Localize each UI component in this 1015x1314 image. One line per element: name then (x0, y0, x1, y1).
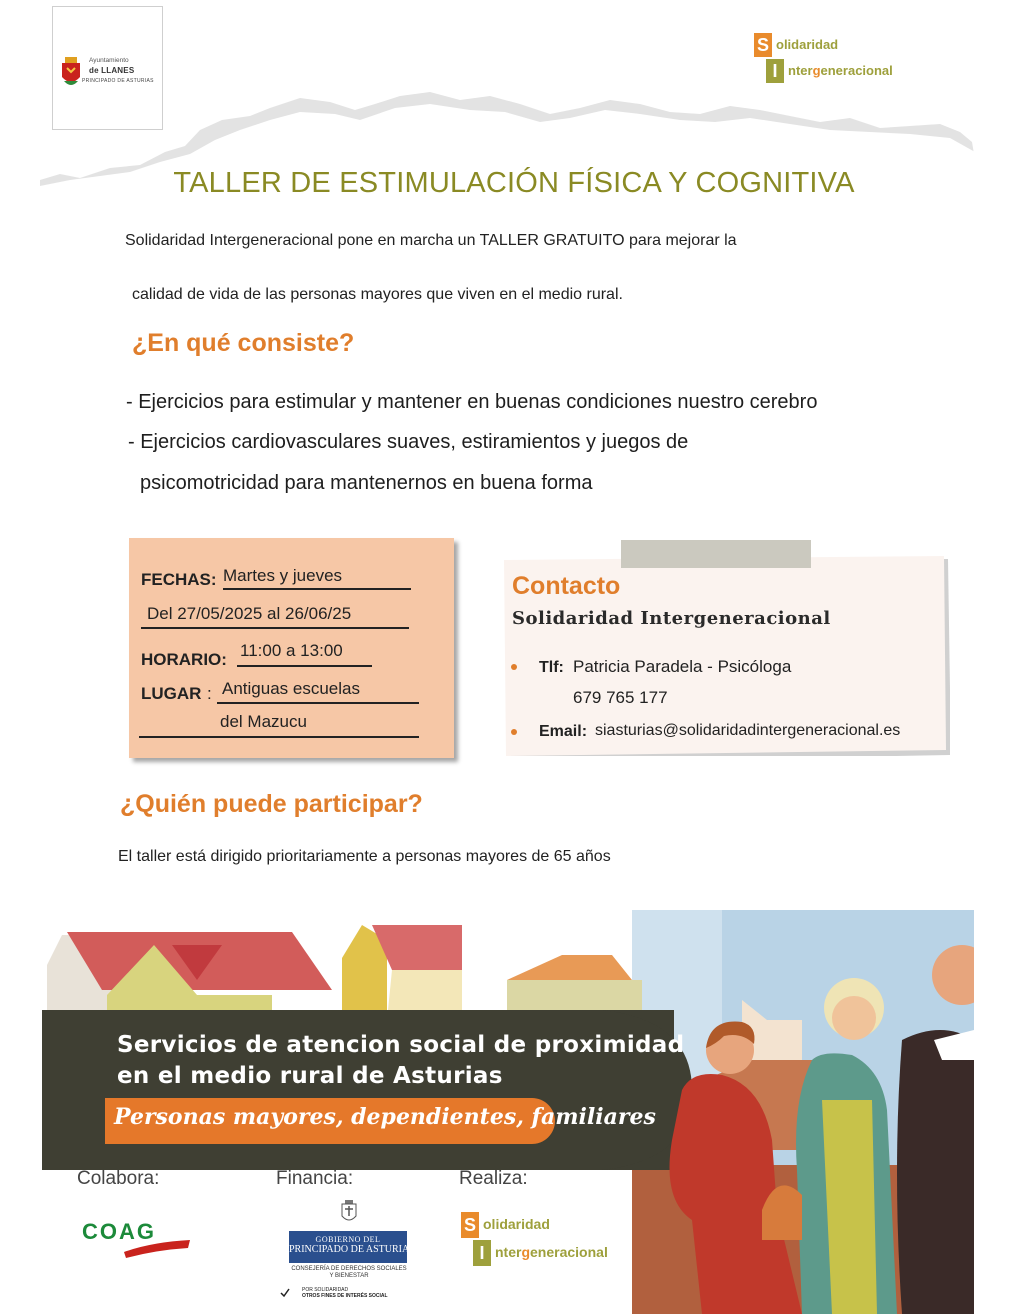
banner-subtitle: Personas mayores, dependientes, familiares (114, 1104, 656, 1130)
page-title: TALLER DE ESTIMULACIÓN FÍSICA Y COGNITIVA (173, 167, 855, 199)
lugar-colon: : (207, 684, 212, 703)
banner-title-line-1: Servicios de atencion social de proximidad (117, 1032, 685, 1058)
bullet-dot (511, 664, 517, 670)
gobierno-asturias-logo (289, 1231, 415, 1263)
si-logo-letter-i: I (766, 59, 784, 83)
contact-card-tape (621, 540, 811, 568)
dates-value: Del 27/05/2025 al 26/06/25 (147, 604, 352, 623)
schedule-card (129, 538, 454, 758)
list-item: - Ejercicios cardiovasculares suaves, estiramientos y juegos de (128, 431, 689, 453)
consejeria-text: CONSEJERÍA DE DERECHOS SOCIALES Y BIENESTAR (291, 1266, 407, 1279)
colabora-label: Colabora: (77, 1168, 160, 1189)
lugar-label: LUGAR (141, 684, 202, 703)
fechas-underline (223, 588, 411, 590)
coag-swoosh-icon (122, 1238, 192, 1258)
lugar-underline-1 (217, 702, 419, 704)
llanes-crest-icon (61, 57, 81, 89)
contact-tlf-label: Tlf: (539, 659, 564, 676)
contact-heading: Contacto (512, 572, 621, 600)
check-icon (280, 1288, 290, 1298)
si-logo-letter-i: I (473, 1240, 491, 1266)
si-logo-letter-s: S (461, 1212, 479, 1238)
llanes-logo-line3: PRINCIPADO DE ASTURIAS (82, 78, 154, 84)
contact-email-label: Email: (539, 723, 588, 740)
solidaridad-logo-footer (461, 1212, 636, 1272)
contact-email-value: siasturias@solidaridadintergeneracional.es (595, 722, 901, 739)
horario-underline (237, 665, 372, 667)
llanes-logo-line2: de LLANES (89, 66, 135, 75)
contact-organization: Solidaridad Intergeneracional (512, 608, 831, 629)
asturias-crest-icon (341, 1200, 357, 1224)
horario-value: 11:00 a 13:00 (240, 641, 343, 660)
si-logo-word2: ntergeneracional (788, 63, 893, 78)
si-logo-word1: olidaridad (483, 1216, 550, 1232)
lugar-underline-2 (139, 736, 419, 738)
llanes-logo-line1: Ayuntamiento (89, 57, 129, 64)
si-logo-word2: ntergeneracional (495, 1244, 608, 1260)
por-solidaridad-line: POR SOLIDARIDAD (302, 1287, 349, 1293)
intro-line-1: Solidaridad Intergeneracional pone en marcha un TALLER GRATUITO para mejorar la (125, 232, 737, 249)
fechas-label: FECHAS: (141, 570, 217, 589)
heading-en-que-consiste: ¿En qué consiste? (132, 329, 355, 357)
fechas-value: Martes y jueves (223, 566, 343, 585)
realiza-label: Realiza: (459, 1168, 528, 1189)
list-item: - Ejercicios para estimular y mantener en buenas condiciones nuestro cerebro (126, 391, 818, 413)
banner-title (117, 1030, 684, 1092)
gobierno-line-1: GOBIERNO DEL (315, 1235, 381, 1244)
list-item-continuation: psicomotricidad para mantenernos en buena forma (140, 472, 593, 494)
heading-quien-puede-participar: ¿Quién puede participar? (120, 790, 423, 818)
coag-logo: COAG (82, 1219, 156, 1244)
lugar-value-1: Antiguas escuelas (222, 679, 360, 698)
lugar-value-2: del Mazucu (220, 712, 307, 731)
services-banner (42, 910, 974, 1314)
solidaridad-logo-header (754, 33, 924, 89)
otros-fines-line: OTROS FINES DE INTERÉS SOCIAL (302, 1293, 388, 1299)
por-solidaridad-text (302, 1287, 388, 1299)
dates-underline (141, 627, 409, 629)
banner-title-line-2: en el medio rural de Asturias (117, 1063, 503, 1089)
horario-label: HORARIO: (141, 650, 227, 669)
financia-label: Financia: (276, 1168, 354, 1189)
intro-line-2: calidad de vida de las personas mayores que viven en el medio rural. (132, 286, 623, 303)
gobierno-line-2: PRINCIPADO DE ASTURIAS (289, 1244, 415, 1255)
si-logo-word1: olidaridad (776, 37, 839, 52)
si-logo-letter-s: S (754, 33, 772, 57)
contact-phone-number: 679 765 177 (573, 688, 668, 707)
ayuntamiento-llanes-logo (52, 6, 163, 130)
bullet-dot (511, 729, 517, 735)
contact-tlf-name: Patricia Paradela - Psicóloga (573, 657, 792, 676)
quien-text: El taller está dirigido prioritariamente a personas mayores de 65 años (118, 848, 611, 865)
